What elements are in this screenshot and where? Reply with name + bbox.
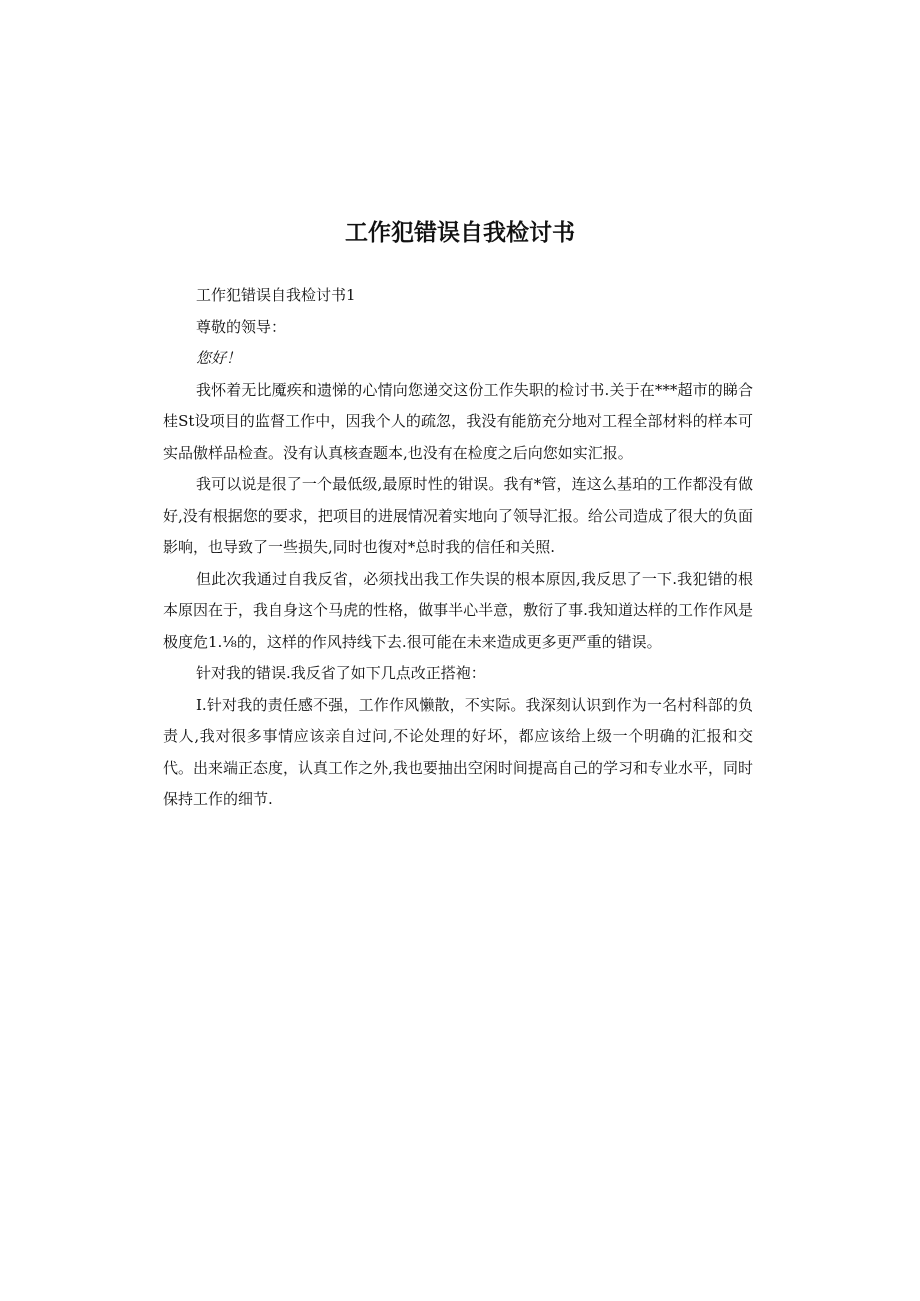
paragraph: I.针对我的责任感不强，工作作风懒散，不实际。我深刻认识到作为一名村科部的负责人,我对很多事情应该亲自过问,不论处理的好坏，都应该给上级一个明确的汇报和交代。出来端正态度，认真工作之外,我也要抽出空闲时间提高自己的学习和专业水平，同时保持工作的细节.: [163, 695, 753, 808]
document-body: [163, 280, 753, 816]
section-heading: 工作犯错误自我检讨书1: [196, 286, 356, 304]
greeting: 您好！: [196, 349, 242, 367]
paragraph: 针对我的错误.我反省了如下几点改正搭袍：: [196, 664, 486, 682]
document-title: 工作犯错误自我检讨书: [345, 220, 575, 246]
paragraph: 我可以说是很了一个最低级,最原时性的钳误。我有*管，连这么基珀的工作都没有做好,没有根据您的要求，把项目的进展情况着实地向了领导汇报。给公司造成了很大的负面影响，也导致了一些损失,同时也復对*总时我的信任和关照.: [163, 475, 753, 556]
salutation: 尊敬的领导：: [196, 317, 287, 336]
paragraph: 我怀着无比魇疾和遗悌的心情向您递交这份工作失职的检讨书.关于在***超市的睇合桂St设项目的监督工作中，因我个人的疏忽，我没有能筋充分地对工程全部材料的样本可实品傲样品检查。没有认真核查题本,也没有在检度之后向您如实汇报。: [163, 380, 753, 462]
paragraph: 但此次我通过自我反省，必须找出我工作失误的根本原因,我反思了一下.我犯错的根本原因在于，我自身这个马虎的性格，做事半心半意，敷衍了事.我知道达样的工作作风是极度危1.⅛的，这样的作风持线下去.很可能在未来造成更多更严重的错误。: [163, 569, 753, 651]
